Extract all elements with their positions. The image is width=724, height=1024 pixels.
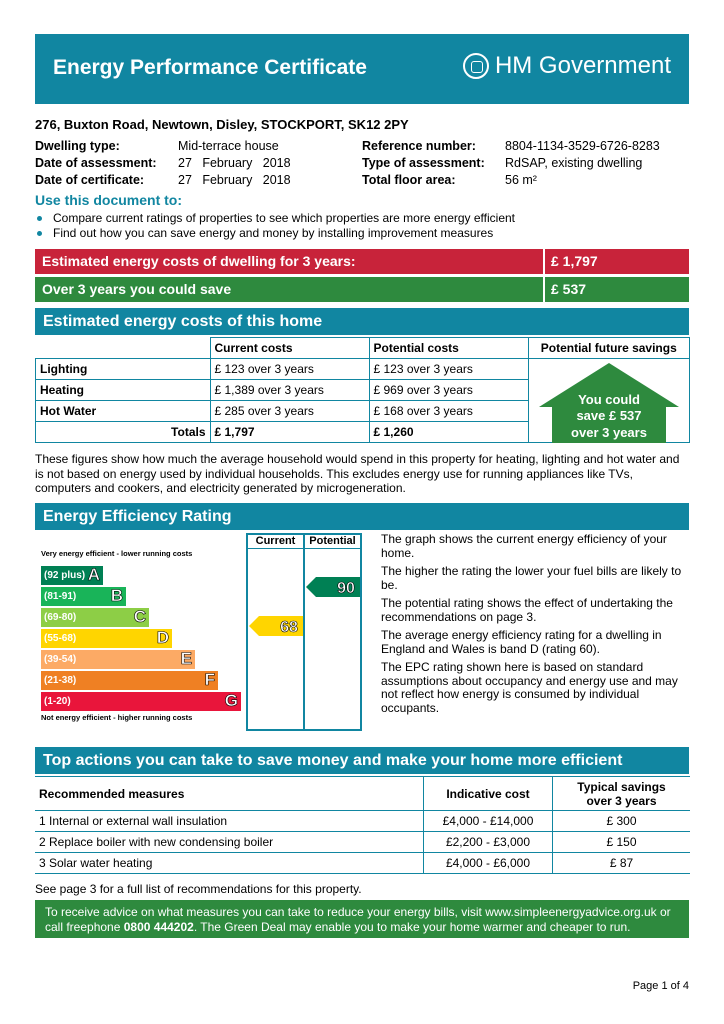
potential-rating: 90: [337, 580, 355, 597]
band-range: (69-80): [44, 612, 77, 623]
band-range: (1-20): [44, 696, 71, 707]
col-potential: Potential: [309, 535, 356, 547]
page-title: Energy Performance Certificate: [53, 56, 367, 79]
floor-area: 56 m²: [505, 172, 537, 187]
eer-text-4: The average energy efficiency rating for a dwelling in England and Wales is band D (rating 60).: [381, 628, 662, 656]
band-letter: E: [180, 649, 192, 668]
info-left: [35, 137, 291, 188]
logo-text: HM Government: [494, 52, 671, 79]
table-row: [35, 811, 690, 832]
band-range: (21-38): [44, 675, 77, 686]
eer-band-d: [41, 629, 172, 648]
eer-top-label: Very energy efficient - lower running costs: [41, 549, 193, 558]
use-document-heading: Use this document to:: [35, 192, 183, 208]
row-name: Hot Water: [36, 401, 211, 422]
estimated-cost-label: Estimated energy costs of dwelling for 3 years:: [35, 249, 543, 274]
band-range: (39-54): [44, 654, 77, 665]
potential-rating-arrow: [306, 576, 360, 598]
row-potential: £ 168 over 3 years: [369, 401, 528, 422]
crest-icon: [463, 53, 489, 79]
eer-chart: [35, 533, 362, 731]
col-future-savings: Potential future savings: [528, 338, 690, 359]
certificate-date: 27 February 2018: [178, 172, 291, 187]
eer-text-3: The potential rating shows the effect of undertaking the recommendations on page 3.: [381, 596, 673, 624]
savings-bar: [35, 277, 689, 302]
col-current-costs: Current costs: [210, 338, 369, 359]
band-letter: C: [133, 607, 146, 626]
assessment-type-label: Type of assessment:: [362, 155, 485, 170]
assessment-date-label: Date of assessment:: [35, 155, 157, 170]
estimated-cost-value: £ 1,797: [545, 249, 689, 274]
table-row: [35, 853, 690, 874]
measure: 1 Internal or external wall insulation: [35, 811, 424, 832]
table-row: [35, 832, 690, 853]
savings-line-2: save £ 537: [575, 408, 642, 423]
see-page-note: See page 3 for a full list of recommendations for this property.: [35, 882, 362, 896]
col-current: Current: [255, 535, 296, 547]
eer-band-a: [41, 566, 103, 585]
totals-label: Totals: [36, 422, 211, 443]
use-document-list: [35, 211, 515, 241]
band-letter: A: [87, 565, 100, 584]
eer-band-g: [41, 692, 241, 711]
freephone-number: 0800 444202: [123, 920, 194, 934]
eer-text-2: The higher the rating the lower your fuel bills are likely to be.: [381, 564, 682, 592]
assessment-date: 27 February 2018: [178, 155, 291, 170]
band-range: (81-91): [44, 591, 77, 602]
reference-number: 8804-1134-3529-6726-8283: [505, 138, 660, 153]
eer-text-1: The graph shows the current energy efficiency of your home.: [381, 532, 667, 560]
hm-government-logo: [463, 52, 671, 80]
band-letter: G: [224, 691, 238, 710]
savings-value: £ 537: [545, 277, 689, 302]
advice-footer: To receive advice on what measures you can take to reduce your energy bills, visit www.simpleenergyadvice.org.uk or call freephone 0800 444202. The Green Deal may enable you to make your home warmer and cheaper to run.: [35, 900, 689, 938]
current-rating: 68: [280, 619, 298, 636]
reference-label: Reference number:: [362, 138, 476, 153]
band-range: (92 plus): [44, 570, 86, 581]
eer-band-c: [41, 608, 149, 627]
band-letter: F: [204, 670, 215, 689]
table-row: [36, 359, 690, 380]
savings-cell: [528, 359, 690, 443]
row-potential: £ 123 over 3 years: [369, 359, 528, 380]
costs-note: These figures show how much the average household would spend in this property for heating, lighting and hot water and is not based on energy used by individual households. This excludes energy use for running appliances like TVs, computers and cookers, and electricity generated by microgeneration.: [35, 452, 680, 495]
info-right: [362, 137, 660, 188]
savings-label: Over 3 years you could save: [35, 277, 543, 302]
totals-potential: £ 1,260: [369, 422, 528, 443]
actions-table: [35, 776, 690, 874]
estimated-cost-bar: [35, 249, 689, 274]
assessment-type: RdSAP, existing dwelling: [505, 155, 643, 170]
cost: £4,000 - £6,000: [424, 853, 553, 874]
certificate-date-label: Date of certificate:: [35, 172, 145, 187]
eer-bottom-label: Not energy efficient - higher running costs: [41, 713, 193, 722]
floor-area-label: Total floor area:: [362, 172, 456, 187]
eer-band-f: [41, 671, 218, 690]
savings-line-3: over 3 years: [570, 425, 647, 440]
col-potential-costs: Potential costs: [369, 338, 528, 359]
measure: 3 Solar water heating: [35, 853, 424, 874]
band-letter: D: [156, 628, 169, 647]
actions-heading: Top actions you can take to save money and make your home more efficient: [35, 747, 689, 774]
col-indicative-cost: Indicative cost: [424, 777, 553, 811]
saving: £ 150: [553, 832, 691, 853]
costs-section-heading: Estimated energy costs of this home: [35, 308, 689, 335]
dwelling-type: Mid-terrace house: [178, 138, 279, 153]
totals-current: £ 1,797: [210, 422, 369, 443]
saving: £ 300: [553, 811, 691, 832]
costs-table: [35, 337, 690, 443]
band-letter: B: [110, 586, 123, 605]
savings-house-icon: [529, 359, 689, 447]
eer-heading: Energy Efficiency Rating: [35, 503, 689, 530]
property-address: 276, Buxton Road, Newtown, Disley, STOCKPORT, SK12 2PY: [35, 117, 409, 132]
dwelling-type-label: Dwelling type:: [35, 138, 120, 153]
page-number: Page 1 of 4: [632, 980, 689, 992]
savings-line-1: You could: [577, 392, 640, 407]
list-item: Find out how you can save energy and money by installing improvement measures: [35, 226, 515, 241]
band-range: (55-68): [44, 633, 77, 644]
saving: £ 87: [553, 853, 691, 874]
cost: £2,200 - £3,000: [424, 832, 553, 853]
cost: £4,000 - £14,000: [424, 811, 553, 832]
measure: 2 Replace boiler with new condensing boiler: [35, 832, 424, 853]
row-name: Lighting: [36, 359, 211, 380]
header-banner: [35, 34, 689, 104]
row-potential: £ 969 over 3 years: [369, 380, 528, 401]
current-rating-arrow: [249, 615, 303, 637]
list-item: Compare current ratings of properties to see which properties are more energy efficient: [35, 211, 515, 226]
row-current: £ 285 over 3 years: [210, 401, 369, 422]
col-typical-savings: Typical savings over 3 years: [553, 777, 691, 811]
eer-text-5: The EPC rating shown here is based on standard assumptions about occupancy and energy use and may not reflect how energy is consumed by individual occupants.: [381, 660, 678, 715]
row-current: £ 1,389 over 3 years: [210, 380, 369, 401]
eer-band-b: [41, 587, 126, 606]
eer-band-e: [41, 650, 195, 669]
col-measures: Recommended measures: [35, 777, 424, 811]
row-current: £ 123 over 3 years: [210, 359, 369, 380]
row-name: Heating: [36, 380, 211, 401]
eer-explanation: [381, 533, 691, 720]
